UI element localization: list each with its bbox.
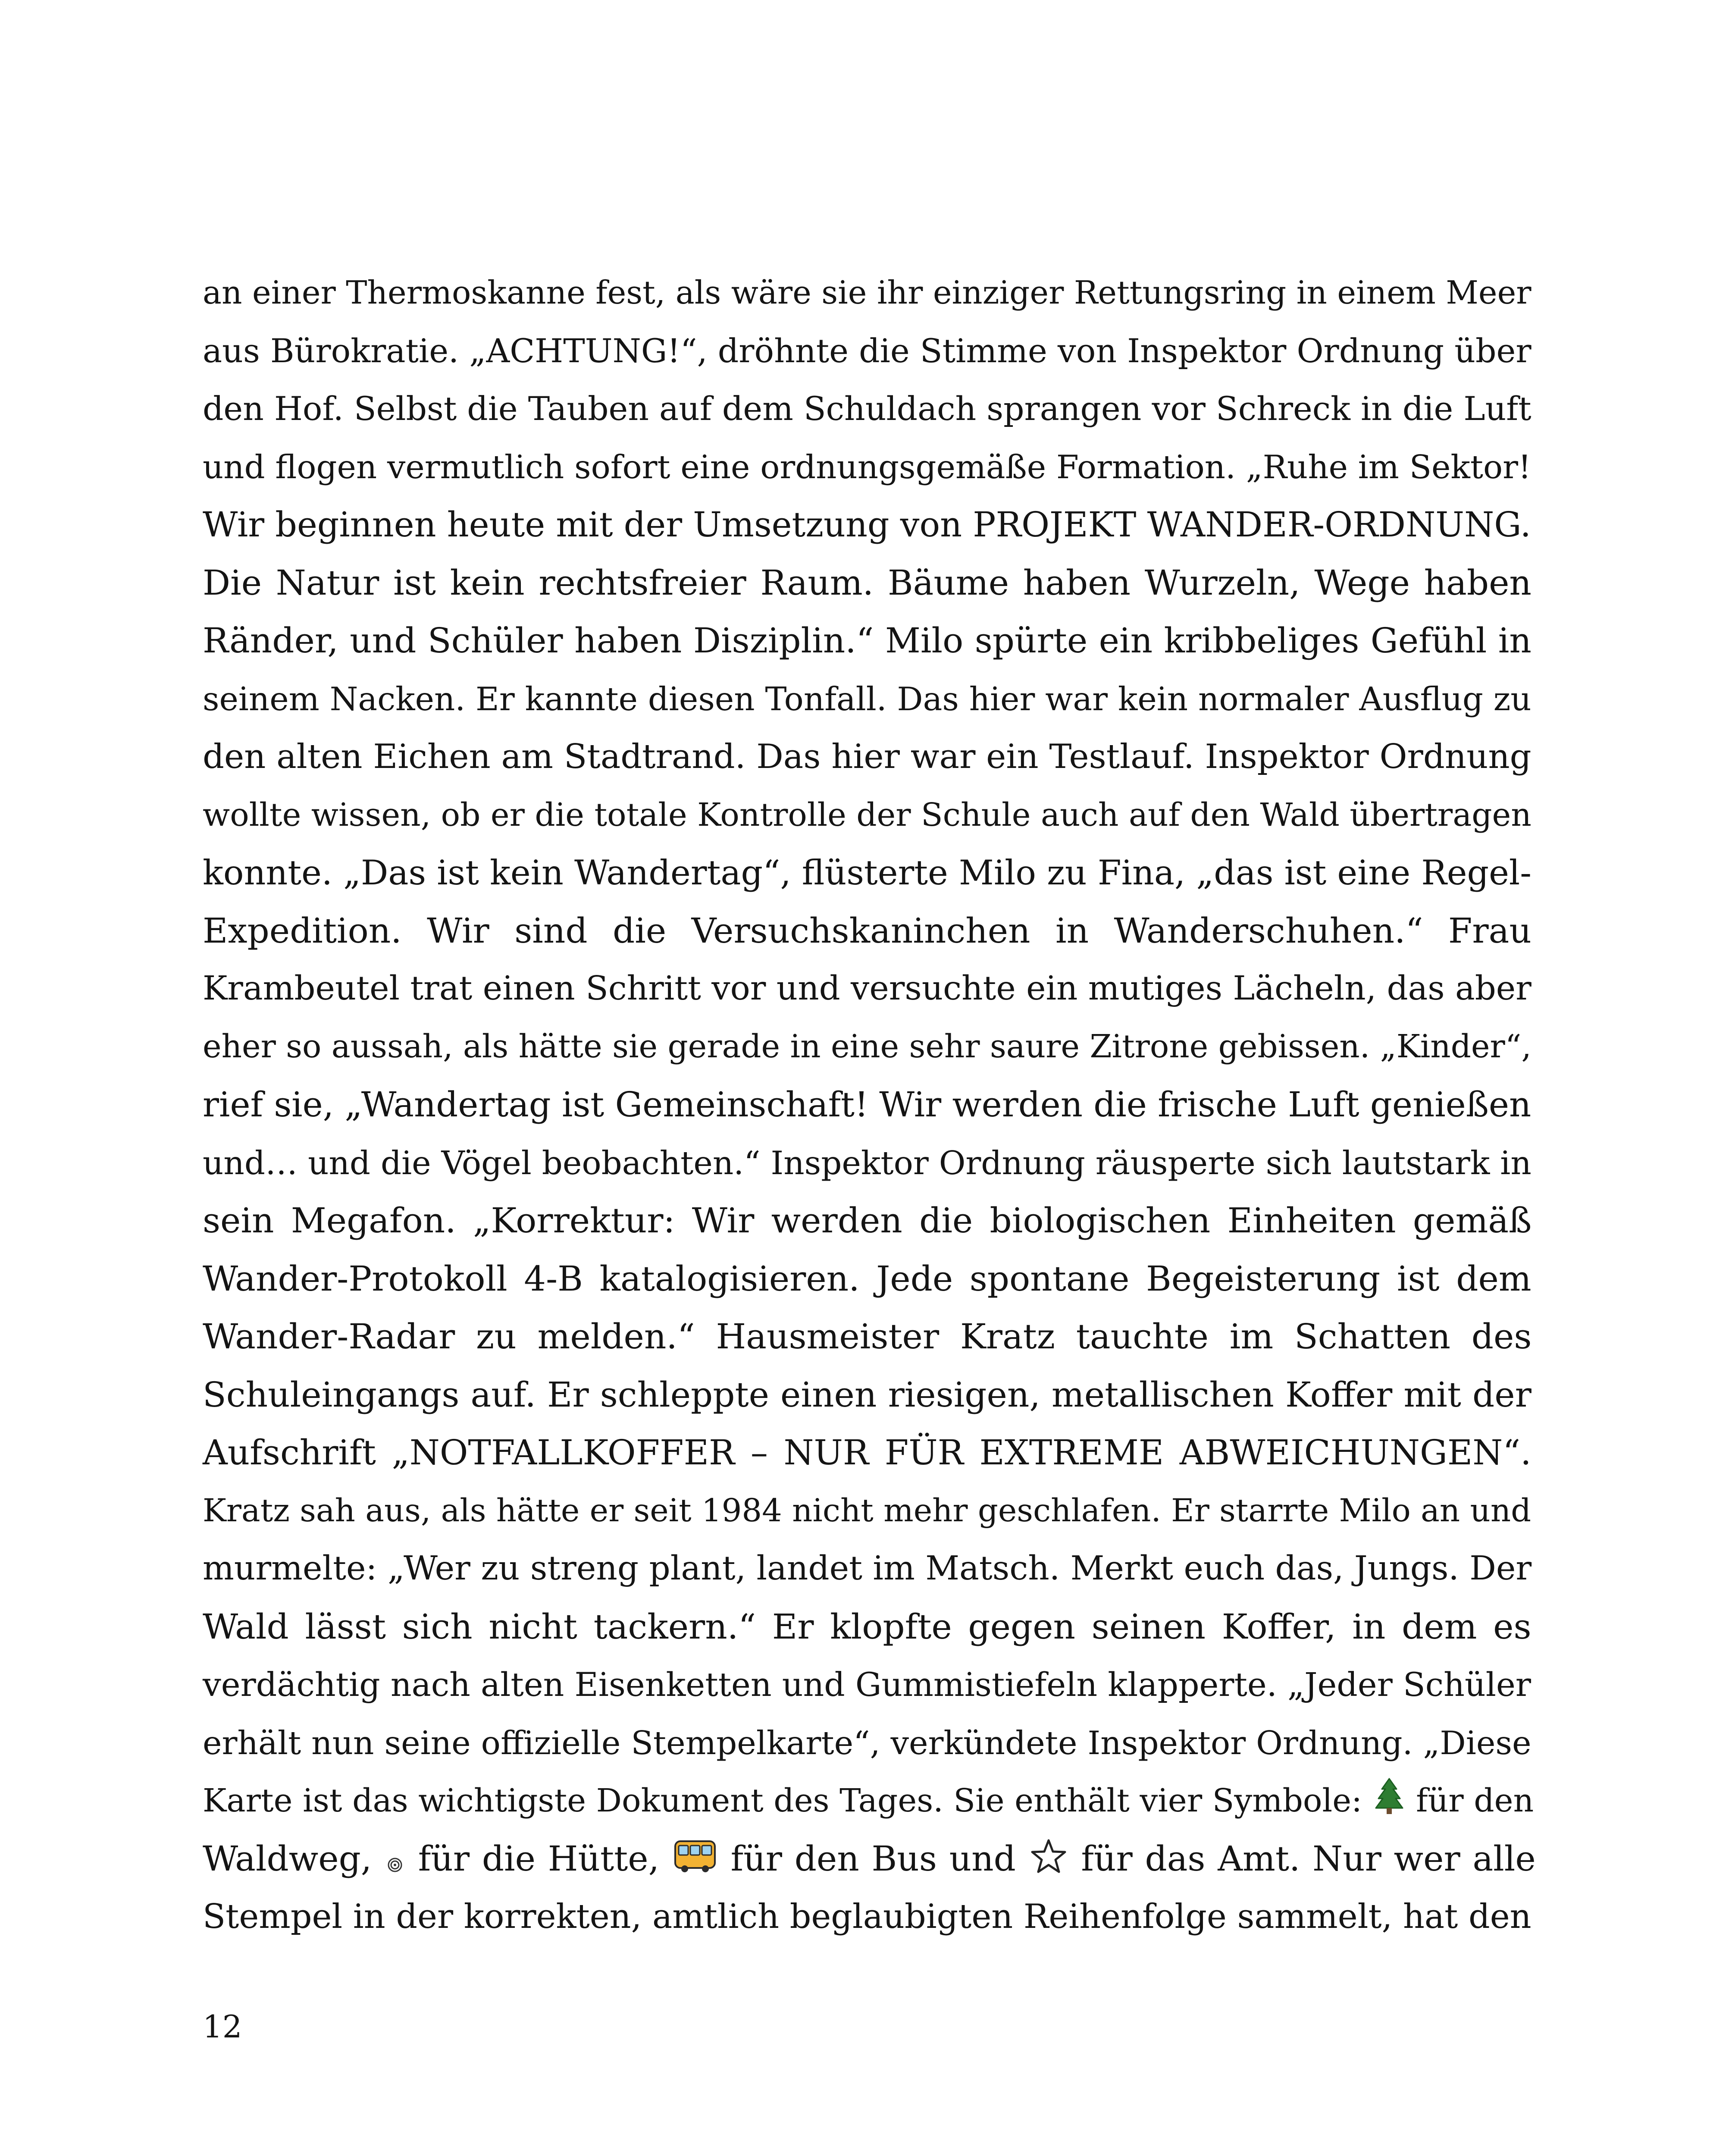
text-line: konnte. „Das ist kein Wandertag“, flüsterte Milo zu Fina, „das ist eine Regel- bbox=[203, 853, 1532, 893]
text-line: Kratz sah aus, als hätte er seit 1984 nicht mehr geschlafen. Er starrte Milo an und bbox=[203, 1492, 1532, 1529]
text-line: rief sie, „Wandertag ist Gemeinschaft! Wir werden die frische Luft genießen bbox=[203, 1084, 1532, 1125]
text-line-with-tree-icon bbox=[203, 1772, 1532, 1830]
text-line: den Hof. Selbst die Tauben auf dem Schuldach sprangen vor Schreck in die Luft bbox=[203, 390, 1532, 428]
text-line: und flogen vermutlich sofort eine ordnungsgemäße Formation. „Ruhe im Sektor! bbox=[203, 448, 1532, 486]
text-line: aus Bürokratie. „ACHTUNG!“, dröhnte die Stimme von Inspektor Ordnung über bbox=[203, 332, 1532, 370]
text-line: Stempel in der korrekten, amtlich beglaubigten Reihenfolge sammelt, hat den bbox=[203, 1897, 1532, 1936]
bus-icon bbox=[673, 1833, 717, 1892]
text-line: Ränder, und Schüler haben Disziplin.“ Milo spürte ein kribbeliges Gefühl in bbox=[203, 620, 1532, 661]
text-line: Wander-Protokoll 4-B katalogisieren. Jede spontane Begeisterung ist dem bbox=[203, 1258, 1532, 1299]
text-line: murmelte: „Wer zu streng plant, landet im Matsch. Merkt euch das, Jungs. Der bbox=[203, 1549, 1532, 1588]
text-line: wollte wissen, ob er die totale Kontrolle der Schule auch auf den Wald übertragen bbox=[203, 796, 1532, 834]
evergreen-tree-icon bbox=[1374, 1775, 1404, 1833]
line-segment: für die Hütte, bbox=[418, 1838, 660, 1879]
text-line: den alten Eichen am Stadtrand. Das hier war ein Testlauf. Inspektor Ordnung bbox=[203, 737, 1532, 776]
star-outline-icon bbox=[1030, 1833, 1067, 1892]
text-line-with-icons bbox=[203, 1830, 1536, 1888]
text-line: Expedition. Wir sind die Versuchskaninchen in Wanderschuhen.“ Frau bbox=[203, 910, 1532, 951]
text-line: Schuleingangs auf. Er schleppte einen riesigen, metallischen Koffer mit der bbox=[203, 1374, 1532, 1415]
page-number: 12 bbox=[203, 2009, 242, 2045]
line-segment: Karte ist das wichtigste Dokument des Tages. Sie enthält vier Symbole: bbox=[203, 1782, 1362, 1819]
text-line: an einer Thermoskanne fest, als wäre sie ihr einziger Rettungsring in einem Meer bbox=[203, 274, 1532, 311]
line-segment: für den bbox=[1416, 1782, 1534, 1819]
text-line: Die Natur ist kein rechtsfreier Raum. Bäume haben Wurzeln, Wege haben bbox=[203, 562, 1532, 603]
text-line: eher so aussah, als hätte sie gerade in eine sehr saure Zitrone gebissen. „Kinder“, bbox=[203, 1028, 1532, 1065]
text-line: verdächtig nach alten Eisenketten und Gummistiefeln klapperte. „Jeder Schüler bbox=[203, 1666, 1531, 1704]
line-segment: für den Bus und bbox=[730, 1838, 1016, 1879]
text-line: Krambeutel trat einen Schritt vor und versuchte ein mutiges Lächeln, das aber bbox=[203, 969, 1532, 1008]
text-line: seinem Nacken. Er kannte diesen Tonfall. Das hier war kein normaler Ausflug zu bbox=[203, 680, 1532, 718]
spiral-icon bbox=[386, 1833, 404, 1892]
text-line: sein Megafon. „Korrektur: Wir werden die biologischen Einheiten gemäß bbox=[203, 1200, 1532, 1241]
line-segment: Waldweg, bbox=[203, 1838, 372, 1879]
text-line: und… und die Vögel beobachten.“ Inspektor Ordnung räusperte sich lautstark in bbox=[203, 1144, 1532, 1182]
text-line: Wir beginnen heute mit der Umsetzung von PROJEKT WANDER-ORDNUNG. bbox=[203, 505, 1531, 545]
body-text bbox=[203, 264, 1536, 1946]
line-segment: für das Amt. Nur wer alle bbox=[1081, 1838, 1536, 1879]
text-line: erhält nun seine offizielle Stempelkarte“, verkündete Inspektor Ordnung. „Diese bbox=[203, 1724, 1532, 1762]
text-line: Wander-Radar zu melden.“ Hausmeister Kratz tauchte im Schatten des bbox=[203, 1316, 1532, 1357]
text-line: Wald lässt sich nicht tackern.“ Er klopfte gegen seinen Koffer, in dem es bbox=[203, 1606, 1532, 1647]
text-line: Aufschrift „NOTFALLKOFFER – NUR FÜR EXTREME ABWEICHUNGEN“. bbox=[203, 1432, 1532, 1473]
